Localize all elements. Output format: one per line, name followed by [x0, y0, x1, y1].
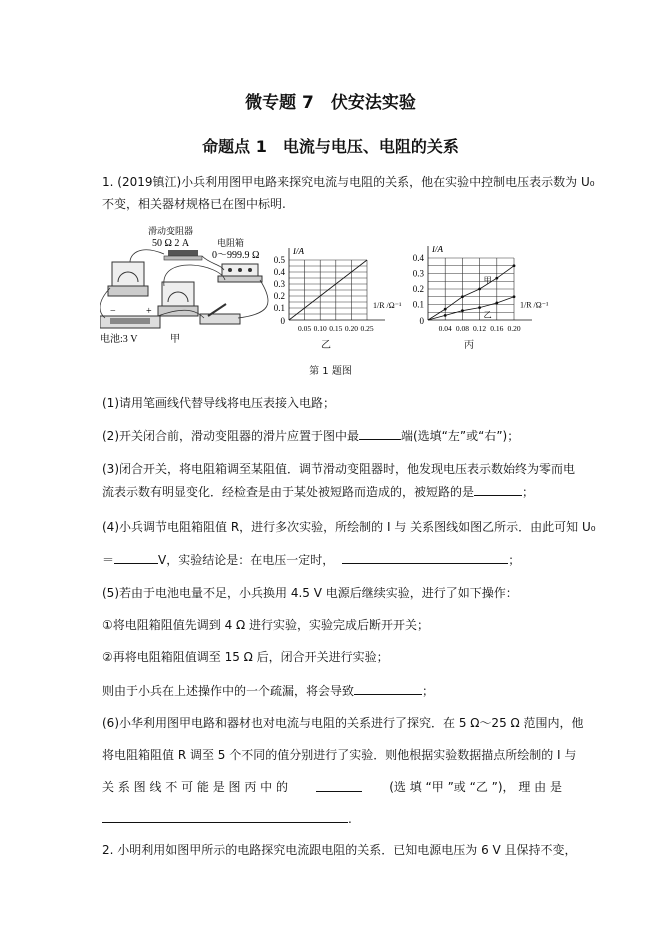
x-tick-label: 0.15 [329, 324, 343, 333]
q1-part6-line4 [102, 810, 352, 827]
series-line [428, 297, 514, 320]
q1-part5: (5)若由于电池电量不足，小兵换用 4.5 V 电源后继续实验，进行了如下操作： [102, 586, 518, 600]
figure-caption: 第 1 题图 [309, 366, 352, 377]
q1-part5-conclusion [102, 682, 434, 699]
q1-part3-line2 [102, 483, 534, 500]
y-tick-label: 0.3 [412, 268, 424, 279]
q1-part6-line3 [102, 779, 562, 795]
x-axis-label: 1/R /Ω⁻¹ [373, 301, 402, 310]
q1-part4-line2 [102, 551, 520, 568]
q1-part6-text-b: (选 填 “甲 ”或 “乙 ”)， 理 由 是 [389, 780, 562, 794]
q1-part5-conclusion-text: 则由于小兵在上述操作中的一个疏漏，将会导致 [102, 684, 355, 698]
q1-part6-line1: (6)小华利用图甲电路和器材也对电流与电阻的关系进行了探究．在 5 Ω～25 Ω 范围内，他 [102, 716, 584, 730]
panel-label-jia: 甲 [170, 334, 180, 345]
q1-part2-text-end: 端(选填“左”或“右”)； [401, 429, 520, 443]
switch-icon [200, 304, 240, 324]
data-point [513, 264, 516, 267]
q1-part4-line1: (4)小兵调节电阻箱阻值 R，进行多次实验，所绘制的 I 与 关系图线如图乙所示．由此可知 U₀ [102, 520, 596, 534]
resistor-box-range: 0～999.9 Ω [212, 250, 260, 261]
page-title: 微专题 7 伏安法实验 [245, 93, 416, 113]
battery-icon [100, 316, 160, 328]
q1-part3-end: ； [522, 485, 535, 499]
x-tick-label: 0.20 [344, 324, 358, 333]
q1-part6-text: 关 系 图 线 不 可 能 是 图 丙 中 的 [102, 780, 288, 794]
y-tick-label: 0.1 [273, 303, 285, 313]
battery-plus: + [146, 306, 152, 317]
x-tick-label: 0.10 [313, 324, 327, 333]
data-point [478, 288, 481, 291]
resistor-box-label: 电阻箱 [217, 238, 245, 248]
y-tick-label: 0.4 [273, 267, 285, 277]
q2-intro-line1: 2. 小明利用如图甲所示的电路探究电流跟电阻的关系．已知电源电压为 6 V 且保持不变， [102, 843, 577, 857]
y-tick-label: 0.5 [273, 255, 285, 265]
battery-label: 电池:3 V [100, 334, 138, 345]
battery-minus: − [110, 306, 116, 317]
answer-blank[interactable] [474, 483, 522, 496]
origin-label: 0 [280, 316, 285, 326]
answer-blank[interactable] [354, 682, 422, 695]
data-point [495, 277, 498, 280]
series-line [428, 266, 514, 320]
q1-part4-text: V，实验结论是：在电压一定时， [158, 553, 335, 567]
y-axis-label: I/A [293, 248, 304, 256]
x-tick-label: 0.16 [490, 324, 504, 333]
ammeter-icon [108, 262, 148, 296]
data-point [444, 314, 447, 317]
y-tick-label: 0.2 [273, 291, 285, 301]
answer-blank[interactable] [114, 551, 158, 564]
q1-part6-line2: 将电阻箱阻值 R 调至 5 个不同的值分别进行了实验．则他根据实验数据描点所绘制的 I 与 [102, 748, 577, 762]
q1-intro-line1: 1. (2019镇江)小兵利用图甲电路来探究电流与电阻的关系，他在实验中控制电压表示数为 U₀ [102, 175, 595, 189]
rheostat-spec: 50 Ω 2 A [152, 238, 190, 249]
circuit-diagram [100, 224, 275, 354]
data-point [444, 308, 447, 311]
q1-part5-step2: ②再将电阻箱阻值调至 15 Ω 后，闭合开关进行实验； [102, 650, 389, 664]
series-label: 乙 [483, 310, 492, 320]
x-tick-label: 0.05 [298, 324, 312, 333]
q1-part2-text: (2)开关闭合前，滑动变阻器的滑片应置于图中最 [102, 429, 359, 443]
x-tick-label: 0.20 [507, 324, 521, 333]
panel-label-yi: 乙 [321, 340, 331, 351]
series-label: 甲 [483, 276, 492, 285]
x-tick-label: 0.25 [360, 324, 374, 333]
answer-blank[interactable] [359, 427, 401, 440]
q1-part2 [102, 427, 519, 444]
y-axis-label: I/A [432, 246, 443, 254]
q1-part4-eq: ＝ [102, 553, 115, 567]
x-tick-label: 0.04 [438, 324, 452, 333]
x-axis-label: 1/R /Ω⁻¹ [520, 300, 549, 310]
x-tick-label: 0.12 [473, 324, 487, 333]
section-title: 命题点 1 电流与电压、电阻的关系 [202, 137, 459, 156]
q1-part5-step1: ①将电阻箱阻值先调到 4 Ω 进行实验，实验完成后断开开关； [102, 618, 430, 632]
y-tick-label: 0.1 [412, 299, 424, 310]
data-point [461, 295, 464, 298]
q1-part3-text: 流表示数有明显变化．经检查是由于某处被短路而造成的，被短路的是 [102, 485, 475, 499]
q1-part1: (1)请用笔画线代替导线将电压表接入电路； [102, 396, 335, 410]
data-point [513, 295, 516, 298]
chart-bing [395, 246, 560, 356]
origin-label: 0 [419, 316, 424, 326]
data-point [461, 309, 464, 312]
panel-label-bing: 丙 [464, 340, 474, 351]
answer-blank[interactable] [102, 810, 348, 823]
q1-intro-line2: 不变，相关器材规格已在图中标明. [102, 197, 286, 211]
rheostat-label: 滑动变阻器 [148, 226, 194, 236]
answer-blank[interactable] [342, 551, 508, 564]
q1-part3-line1: (3)闭合开关，将电阻箱调至某阻值．调节滑动变阻器时，他发现电压表示数始终为零而电 [102, 462, 576, 476]
q1-part6-end: . [348, 812, 352, 826]
rheostat-icon [164, 250, 202, 260]
data-point [495, 302, 498, 305]
y-tick-label: 0.2 [412, 284, 424, 294]
y-tick-label: 0.4 [412, 253, 424, 263]
q1-part5-end: ； [422, 684, 435, 698]
answer-blank[interactable] [316, 779, 362, 792]
y-tick-label: 0.3 [273, 279, 285, 289]
x-tick-label: 0.08 [455, 324, 469, 333]
q1-part4-end: ； [508, 553, 521, 567]
data-point [478, 306, 481, 309]
chart-yi [255, 248, 415, 358]
